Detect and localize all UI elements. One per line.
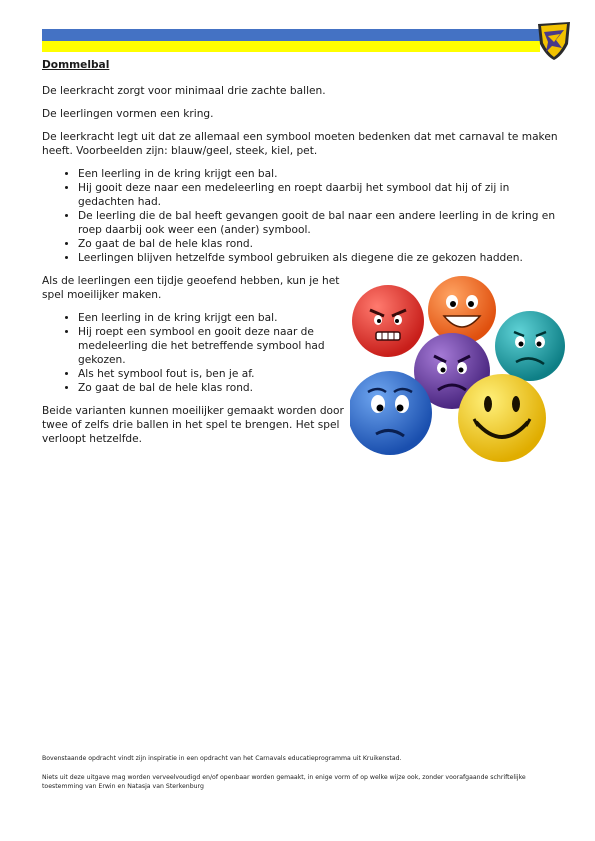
list-item: • Zo gaat de bal de hele klas rond. (78, 237, 562, 251)
laughing-orange-ball-icon (428, 276, 496, 344)
list-item: • Zo gaat de bal de hele klas rond. (78, 381, 362, 395)
intro-paragraph: De leerlingen vormen een kring. (42, 108, 214, 120)
emotion-balls-illustration (350, 276, 572, 466)
list-item: • Als het symbool fout is, ben je af. (78, 367, 362, 381)
carnival-crest-logo (534, 18, 574, 62)
variant-intro: Als de leerlingen een tijdje geoefend hebben, kun je het spel moeilijker maken. (42, 275, 340, 301)
variant-section (42, 274, 362, 446)
smiling-yellow-ball-icon (458, 374, 546, 462)
worried-teal-ball-icon (495, 311, 565, 381)
list-item: • De leerling die de bal heeft gevangen gooit de bal naar een andere leerling in de kring en roep daarbij ook weer een (ander) symbool. (78, 209, 562, 237)
page-footer (42, 754, 562, 801)
scared-blue-ball-icon (350, 371, 432, 455)
intro-paragraph: De leerkracht zorgt voor minimaal drie zachte ballen. (42, 85, 326, 97)
header-stripe-blue (42, 29, 540, 41)
header-stripe-yellow (42, 41, 540, 52)
list-item: • Hij gooit deze naar een medeleerling en roept daarbij het symbool dat hij of zij in gedachten had. (78, 181, 562, 209)
list-item: • Hij roept een symbool en gooit deze naar de medeleerling die het betreffende symbool had gekozen. (78, 325, 362, 367)
list-item: • Leerlingen blijven hetzelfde symbool gebruiken als diegene die ze gekozen hadden. (78, 251, 562, 265)
footer-credit: Bovenstaande opdracht vindt zijn inspiratie in een opdracht van het Carnavals educatieprogramma uit Kruikenstad. (42, 755, 402, 762)
footer-copyright: Niets uit deze uitgave mag worden verveelvoudigd en/of openbaar worden gemaakt, in enige vorm of op welke wijze ook, zonder voorafgaande schriftelijke toestemming van Erwin en Natasja van Sterkenburg (42, 774, 526, 790)
list-item: • Een leerling in de kring krijgt een bal. (78, 167, 562, 181)
variant-steps-list (42, 311, 362, 395)
page-title: Dommelbal (42, 59, 110, 71)
intro-paragraph: De leerkracht legt uit dat ze allemaal een symbool moeten bedenken dat met carnaval te maken heeft. Voorbeelden zijn: blauw/geel, steek, kiel, pet. (42, 131, 558, 157)
closing-paragraph: Beide varianten kunnen moeilijker gemaakt worden door twee of zelfs drie ballen in het spel te brengen. Het spel verloopt hetzelfde. (42, 405, 344, 445)
angry-red-ball-icon (352, 285, 424, 357)
steps-list (42, 167, 562, 265)
list-item: • Een leerling in de kring krijgt een bal. (78, 311, 362, 325)
